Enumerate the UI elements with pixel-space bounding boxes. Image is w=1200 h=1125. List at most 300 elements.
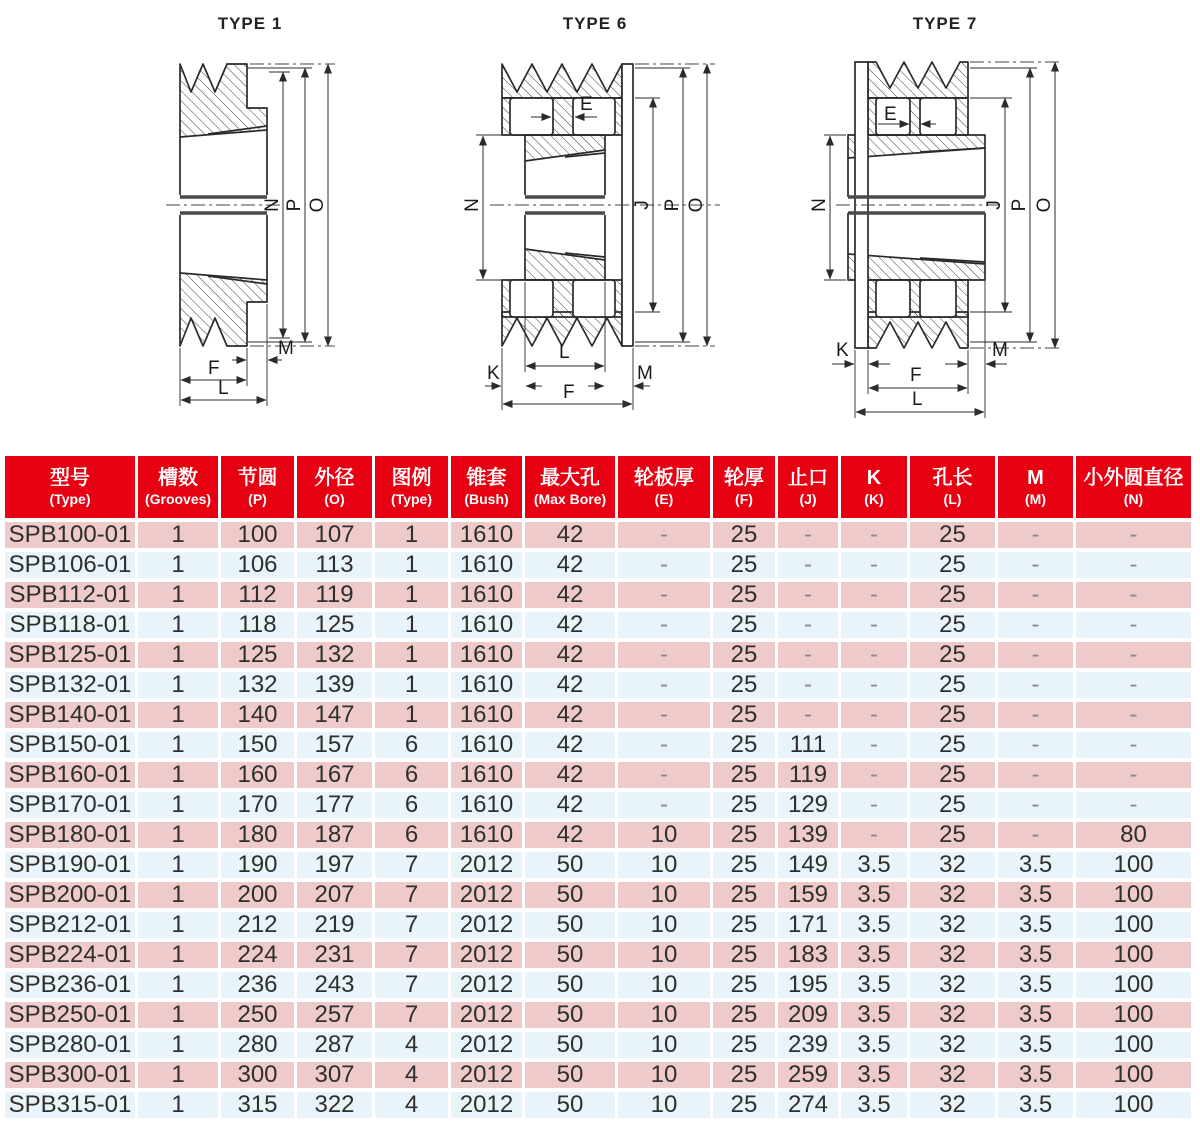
table-cell: 1 [138, 582, 218, 608]
table-cell: - [841, 612, 907, 638]
table-cell: 100 [1076, 942, 1191, 968]
table-cell: 322 [297, 1092, 372, 1118]
table-cell: 42 [525, 672, 615, 698]
table-cell: 125 [297, 612, 372, 638]
table-cell: 1 [138, 522, 218, 548]
table-cell: 1 [375, 582, 448, 608]
table-cell: SPB300-01 [5, 1062, 135, 1088]
table-cell: 3.5 [998, 1032, 1073, 1058]
table-cell: 187 [297, 822, 372, 848]
table-cell: 25 [713, 702, 775, 728]
dim-label-p: P [1009, 198, 1030, 212]
table-cell: SPB180-01 [5, 822, 135, 848]
table-cell: 25 [713, 792, 775, 818]
table-cell: 239 [778, 1032, 838, 1058]
table-cell: 1 [138, 732, 218, 758]
table-cell: 1 [375, 612, 448, 638]
table-cell: 1 [138, 1092, 218, 1118]
column-header [910, 456, 995, 518]
table-cell: 1 [138, 972, 218, 998]
table-cell: SPB132-01 [5, 672, 135, 698]
table-header-row [5, 456, 1191, 518]
table-cell: 140 [221, 702, 294, 728]
table-cell: 183 [778, 942, 838, 968]
table-cell: 7 [375, 972, 448, 998]
table-cell: - [841, 792, 907, 818]
table-cell: 119 [778, 762, 838, 788]
table-cell: 167 [297, 762, 372, 788]
table-cell: 100 [1076, 912, 1191, 938]
table-cell: 25 [910, 822, 995, 848]
column-header-en: (Type) [49, 491, 91, 508]
dim-label-f: F [563, 382, 575, 403]
table-cell: 139 [297, 672, 372, 698]
table-cell: - [841, 732, 907, 758]
table-cell: 132 [297, 642, 372, 668]
table-cell: 147 [297, 702, 372, 728]
table-cell: 25 [910, 582, 995, 608]
column-header-zh: 锥套 [466, 467, 507, 490]
table-cell: 125 [221, 642, 294, 668]
table-cell: 1 [138, 642, 218, 668]
table-body [5, 522, 1191, 1118]
table-cell: 1 [375, 702, 448, 728]
table-cell: 170 [221, 792, 294, 818]
column-header [451, 456, 522, 518]
table-cell: - [778, 702, 838, 728]
table-cell: - [778, 582, 838, 608]
table-cell: - [998, 642, 1073, 668]
table-cell: 42 [525, 582, 615, 608]
table-cell: 25 [713, 612, 775, 638]
table-cell: 10 [618, 882, 710, 908]
table-cell: 25 [713, 1032, 775, 1058]
table-cell: 1610 [451, 672, 522, 698]
column-header [778, 456, 838, 518]
diagram-type6 [445, 0, 745, 452]
table-cell: SPB236-01 [5, 972, 135, 998]
table-cell: 1610 [451, 792, 522, 818]
table-cell: 25 [910, 672, 995, 698]
table-cell: 224 [221, 942, 294, 968]
table-cell: - [618, 702, 710, 728]
table-cell: 10 [618, 1092, 710, 1118]
column-header [375, 456, 448, 518]
table-cell: 10 [618, 822, 710, 848]
table-cell: 150 [221, 732, 294, 758]
table-cell: 2012 [451, 942, 522, 968]
table-cell: 25 [713, 912, 775, 938]
table-cell: 2012 [451, 882, 522, 908]
table-cell: - [1076, 612, 1191, 638]
table-row [5, 942, 1191, 968]
table-cell: 32 [910, 882, 995, 908]
table-cell: 2012 [451, 1062, 522, 1088]
table-cell: 42 [525, 552, 615, 578]
table-cell: SPB224-01 [5, 942, 135, 968]
dim-label-f: F [910, 365, 922, 386]
table-cell: SPB118-01 [5, 612, 135, 638]
table-cell: 107 [297, 522, 372, 548]
table-cell: 1 [138, 1062, 218, 1088]
table-cell: 10 [618, 1002, 710, 1028]
table-cell: 50 [525, 1062, 615, 1088]
table-cell: 200 [221, 882, 294, 908]
table-cell: 6 [375, 762, 448, 788]
table-cell: 257 [297, 1002, 372, 1028]
table-cell: - [618, 552, 710, 578]
table-cell: 139 [778, 822, 838, 848]
table-cell: 42 [525, 822, 615, 848]
table-cell: 10 [618, 1032, 710, 1058]
table-cell: 6 [375, 822, 448, 848]
diagram-type7 [800, 0, 1090, 452]
table-cell: 1 [138, 1032, 218, 1058]
table-cell: - [1076, 522, 1191, 548]
table-cell: 10 [618, 912, 710, 938]
column-header-zh: 节圆 [237, 467, 278, 490]
table-cell: 25 [713, 1062, 775, 1088]
table-cell: SPB212-01 [5, 912, 135, 938]
table-cell: SPB125-01 [5, 642, 135, 668]
table-cell: 3.5 [841, 912, 907, 938]
table-cell: 3.5 [998, 852, 1073, 878]
column-header-en: (Bush) [464, 491, 509, 508]
table-cell: - [778, 612, 838, 638]
table-cell: - [618, 522, 710, 548]
table-cell: 25 [713, 852, 775, 878]
table-cell: 1610 [451, 612, 522, 638]
table-cell: 113 [297, 552, 372, 578]
table-cell: 195 [778, 972, 838, 998]
table-cell: 42 [525, 642, 615, 668]
table-row [5, 642, 1191, 668]
column-header-en: (K) [864, 491, 884, 508]
table-cell: 207 [297, 882, 372, 908]
table-cell: 100 [1076, 1002, 1191, 1028]
table-cell: 1 [375, 522, 448, 548]
table-row [5, 1032, 1191, 1058]
table-cell: 231 [297, 942, 372, 968]
column-header-en: (N) [1123, 491, 1144, 508]
table-cell: - [998, 792, 1073, 818]
table-row [5, 1092, 1191, 1118]
dim-label-e: E [884, 104, 897, 125]
table-cell: 2012 [451, 972, 522, 998]
table-cell: 10 [618, 942, 710, 968]
table-cell: 42 [525, 702, 615, 728]
table-cell: - [998, 612, 1073, 638]
column-header [297, 456, 372, 518]
dim-label-l: L [559, 342, 570, 363]
column-header [618, 456, 710, 518]
table-cell: 25 [713, 1002, 775, 1028]
column-header-en: (M) [1025, 491, 1046, 508]
table-cell: 50 [525, 942, 615, 968]
dim-label-k: K [836, 340, 849, 361]
table-cell: 50 [525, 852, 615, 878]
table-cell: - [1076, 762, 1191, 788]
table-cell: 42 [525, 732, 615, 758]
table-cell: 25 [713, 522, 775, 548]
diagram-title-type6: TYPE 6 [562, 14, 628, 33]
table-cell: 100 [221, 522, 294, 548]
table-row [5, 852, 1191, 878]
table-row [5, 522, 1191, 548]
table-cell: 25 [910, 792, 995, 818]
column-header [138, 456, 218, 518]
table-cell: - [1076, 702, 1191, 728]
table-row [5, 1002, 1191, 1028]
table-cell: 2012 [451, 912, 522, 938]
table-cell: 25 [713, 732, 775, 758]
table-row [5, 912, 1191, 938]
column-header [713, 456, 775, 518]
column-header [1076, 456, 1191, 518]
diagram-title-type7: TYPE 7 [912, 14, 978, 33]
dim-label-m: M [992, 340, 1008, 361]
table-cell: 3.5 [841, 1092, 907, 1118]
table-cell: 25 [910, 642, 995, 668]
table-cell: 300 [221, 1062, 294, 1088]
table-cell: - [841, 642, 907, 668]
table-cell: - [778, 552, 838, 578]
column-header-zh: K [866, 467, 882, 490]
table-cell: - [1076, 642, 1191, 668]
column-header-en: (O) [324, 491, 345, 508]
table-cell: 4 [375, 1092, 448, 1118]
table-cell: 42 [525, 792, 615, 818]
table-cell: - [1076, 582, 1191, 608]
table-cell: 100 [1076, 1032, 1191, 1058]
table-cell: 50 [525, 882, 615, 908]
table-cell: 3.5 [841, 1032, 907, 1058]
pulley-cross-section-type1 [120, 40, 380, 452]
table-cell: 212 [221, 912, 294, 938]
table-cell: 132 [221, 672, 294, 698]
column-header-zh: 图例 [391, 467, 432, 490]
dim-label-j: J [632, 200, 653, 210]
table-cell: - [841, 672, 907, 698]
table-row [5, 702, 1191, 728]
table-cell: 32 [910, 1002, 995, 1028]
dim-label-j: J [984, 200, 1005, 210]
table-cell: 1 [138, 702, 218, 728]
column-header-zh: 小外圆直径 [1083, 467, 1184, 490]
column-header-en: (P) [248, 491, 267, 508]
table-cell: 3.5 [998, 912, 1073, 938]
column-header-zh: 孔长 [932, 467, 973, 490]
table-cell: - [618, 582, 710, 608]
table-cell: - [618, 762, 710, 788]
diagram-title-type1: TYPE 1 [217, 14, 283, 33]
table-cell: 1610 [451, 762, 522, 788]
table-cell: 100 [1076, 1062, 1191, 1088]
table-cell: 160 [221, 762, 294, 788]
column-header-en: (F) [735, 491, 753, 508]
table-cell: - [998, 702, 1073, 728]
table-cell: 25 [910, 552, 995, 578]
table-cell: 118 [221, 612, 294, 638]
dim-label-k: K [487, 363, 500, 384]
table-cell: 25 [910, 612, 995, 638]
column-header-en: (Type) [391, 491, 432, 508]
column-header-zh: M [1027, 467, 1044, 490]
table-cell: - [841, 582, 907, 608]
table-cell: 25 [713, 672, 775, 698]
table-cell: SPB112-01 [5, 582, 135, 608]
dim-label-f: F [208, 358, 220, 379]
column-header-zh: 最大孔 [540, 467, 600, 490]
column-header-zh: 外径 [314, 467, 355, 490]
table-cell: 4 [375, 1062, 448, 1088]
table-cell: SPB160-01 [5, 762, 135, 788]
table-cell: 25 [713, 1092, 775, 1118]
table-cell: 42 [525, 762, 615, 788]
column-header-zh: 槽数 [158, 467, 198, 490]
dim-label-l: L [912, 389, 923, 410]
table-cell: 4 [375, 1032, 448, 1058]
table-cell: 1610 [451, 552, 522, 578]
table-cell: 2012 [451, 1032, 522, 1058]
table-cell: 1610 [451, 642, 522, 668]
table-cell: 119 [297, 582, 372, 608]
table-cell: 2012 [451, 1092, 522, 1118]
table-row [5, 822, 1191, 848]
table-cell: 50 [525, 1092, 615, 1118]
table-cell: 197 [297, 852, 372, 878]
table-cell: - [1076, 672, 1191, 698]
table-cell: 3.5 [841, 882, 907, 908]
table-cell: 1 [138, 552, 218, 578]
table-cell: 50 [525, 912, 615, 938]
table-cell: 3.5 [841, 852, 907, 878]
dim-label-p: P [662, 198, 683, 212]
table-row [5, 552, 1191, 578]
table-cell: SPB170-01 [5, 792, 135, 818]
table-cell: 1610 [451, 822, 522, 848]
table-cell: - [841, 762, 907, 788]
column-header-zh: 轮厚 [724, 467, 764, 490]
dim-label-o: O [307, 197, 328, 213]
table-cell: 307 [297, 1062, 372, 1088]
table-cell: 3.5 [841, 942, 907, 968]
table-cell: 10 [618, 972, 710, 998]
table-cell: 50 [525, 972, 615, 998]
table-cell: 50 [525, 1032, 615, 1058]
table-cell: - [778, 522, 838, 548]
table-cell: 6 [375, 732, 448, 758]
table-cell: 25 [713, 552, 775, 578]
table-cell: SPB150-01 [5, 732, 135, 758]
table-cell: SPB140-01 [5, 702, 135, 728]
table-cell: SPB250-01 [5, 1002, 135, 1028]
table-cell: 106 [221, 552, 294, 578]
table-cell: 129 [778, 792, 838, 818]
table-cell: - [998, 522, 1073, 548]
table-cell: - [998, 822, 1073, 848]
table-cell: 3.5 [998, 972, 1073, 998]
table-cell: 1610 [451, 732, 522, 758]
table-header [5, 456, 1191, 518]
table-row [5, 612, 1191, 638]
column-header-en: (Max Bore) [533, 491, 607, 508]
pulley-cross-section-type7 [800, 40, 1090, 452]
table-cell: - [841, 822, 907, 848]
table-cell: 1 [138, 882, 218, 908]
table-cell: 100 [1076, 1092, 1191, 1118]
table-cell: 7 [375, 912, 448, 938]
table-cell: 25 [713, 942, 775, 968]
table-cell: 1610 [451, 702, 522, 728]
column-header [525, 456, 615, 518]
table-cell: SPB106-01 [5, 552, 135, 578]
pulley-cross-section-type6 [445, 40, 745, 452]
column-header-zh: 止口 [788, 467, 828, 490]
dim-label-n: N [262, 198, 283, 212]
table-cell: 112 [221, 582, 294, 608]
table-cell: 32 [910, 972, 995, 998]
table-cell: - [618, 672, 710, 698]
table-cell: 287 [297, 1032, 372, 1058]
table-cell: 80 [1076, 822, 1191, 848]
table-cell: 1 [138, 912, 218, 938]
table-cell: 259 [778, 1062, 838, 1088]
table-cell: 10 [618, 852, 710, 878]
table-cell: 159 [778, 882, 838, 908]
table-cell: SPB200-01 [5, 882, 135, 908]
table-row [5, 972, 1191, 998]
table-cell: 111 [778, 732, 838, 758]
table-cell: 1 [375, 672, 448, 698]
table-cell: - [618, 732, 710, 758]
table-cell: 177 [297, 792, 372, 818]
table-cell: 7 [375, 1002, 448, 1028]
table-cell: 2012 [451, 1002, 522, 1028]
table-cell: 100 [1076, 882, 1191, 908]
table-cell: 236 [221, 972, 294, 998]
table-cell: 25 [910, 702, 995, 728]
dim-label-o: O [686, 197, 707, 213]
table-row [5, 792, 1191, 818]
table-cell: 32 [910, 1092, 995, 1118]
table-cell: 1 [375, 552, 448, 578]
table-cell: 7 [375, 882, 448, 908]
table-cell: 25 [713, 882, 775, 908]
column-header [841, 456, 907, 518]
table-cell: 25 [713, 762, 775, 788]
table-cell: 100 [1076, 852, 1191, 878]
table-cell: 7 [375, 852, 448, 878]
column-header-en: (Grooves) [144, 491, 212, 508]
table-row [5, 762, 1191, 788]
diagram-type1 [120, 0, 380, 452]
table-cell: 280 [221, 1032, 294, 1058]
table-cell: - [998, 732, 1073, 758]
table-cell: 32 [910, 852, 995, 878]
table-cell: - [998, 552, 1073, 578]
table-cell: - [998, 762, 1073, 788]
diagram-strip [0, 0, 1200, 452]
table-cell: - [618, 642, 710, 668]
table-cell: - [841, 552, 907, 578]
table-cell: 32 [910, 1062, 995, 1088]
table-cell: 1 [138, 942, 218, 968]
table-row [5, 732, 1191, 758]
table-cell: 190 [221, 852, 294, 878]
table-cell: - [998, 672, 1073, 698]
table-cell: 1 [138, 1002, 218, 1028]
